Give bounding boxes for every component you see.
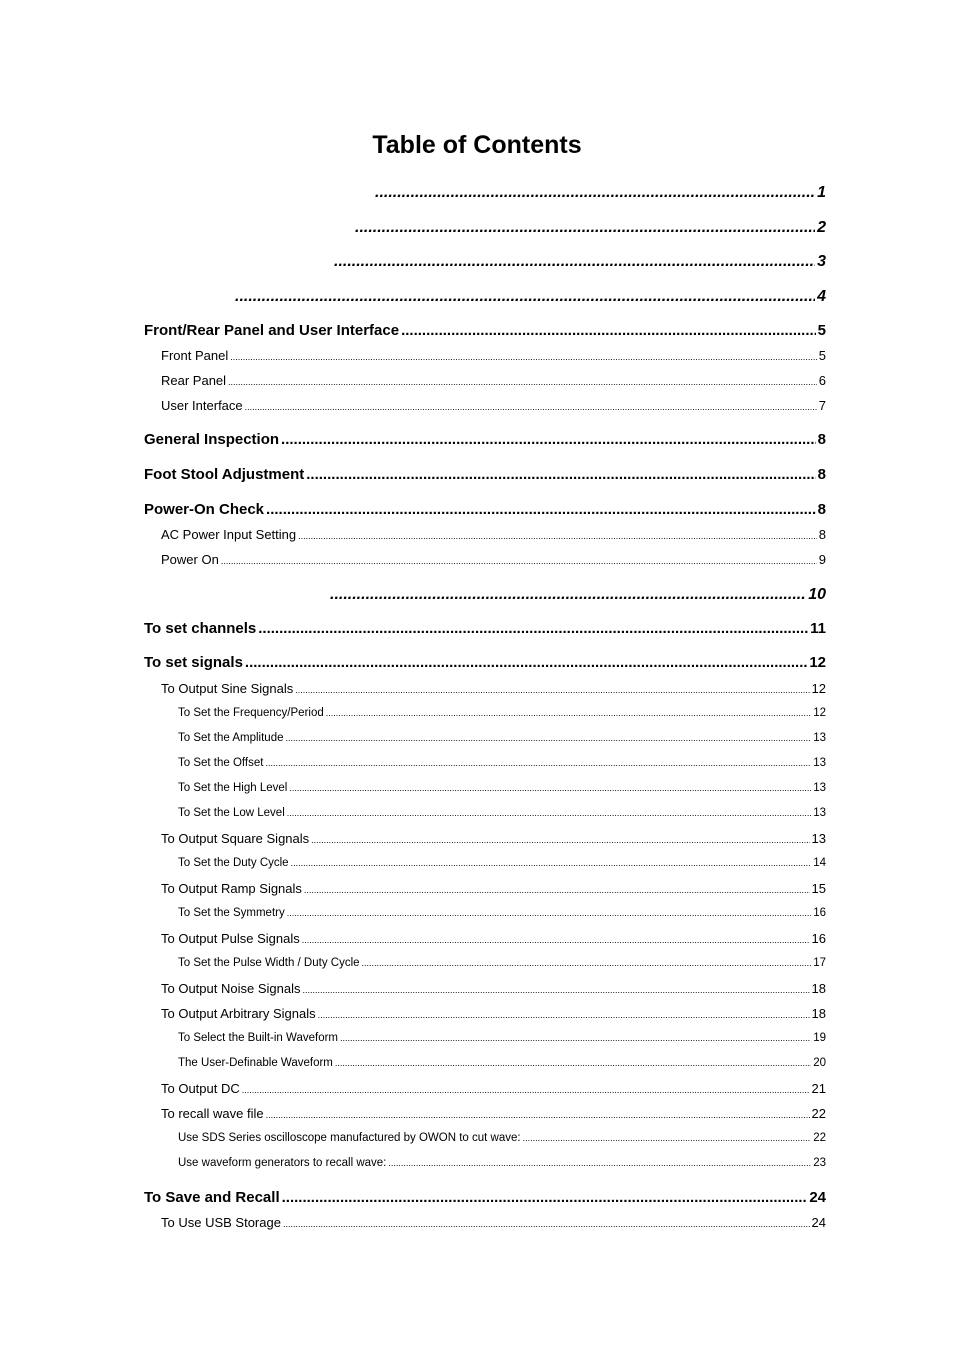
- dot-leader: [228, 372, 817, 392]
- toc-entry-page: 18: [811, 1006, 826, 1021]
- dot-leader: [281, 429, 816, 451]
- toc-entry-page: 14: [813, 857, 826, 869]
- toc-entry-label: To Save and Recall: [144, 1189, 280, 1206]
- dot-leader: [285, 729, 811, 747]
- toc-entry[interactable]: [178, 904, 826, 922]
- toc-entry[interactable]: [178, 704, 826, 722]
- toc-entry-page: 9: [818, 552, 826, 567]
- toc-entry[interactable]: [178, 854, 826, 872]
- dot-leader: [340, 1029, 811, 1047]
- dot-leader: [355, 216, 815, 240]
- toc-entry-page: 12: [811, 681, 826, 696]
- dot-leader: [298, 526, 817, 546]
- dot-leader: [523, 1129, 812, 1147]
- toc-entry-page: 12: [813, 707, 826, 719]
- dot-leader: [230, 347, 817, 367]
- dot-leader: [242, 1080, 810, 1100]
- toc-entry-label: To Output Pulse Signals: [161, 931, 300, 946]
- toc-entry-page: 6: [818, 373, 826, 388]
- dot-leader: [306, 464, 815, 486]
- toc-entry[interactable]: [161, 1104, 826, 1124]
- toc-entry-label: Front Panel: [161, 348, 229, 363]
- dot-leader: [334, 250, 815, 274]
- dot-leader: [291, 854, 812, 872]
- toc-entry-page: 12: [809, 654, 826, 671]
- toc-entry[interactable]: [161, 525, 826, 545]
- toc-entry[interactable]: [178, 1129, 826, 1147]
- dot-leader: [289, 779, 811, 797]
- toc-entry-label: To Set the Amplitude: [178, 732, 284, 744]
- toc-entry[interactable]: [144, 499, 826, 521]
- toc-entry-label: To Output Square Signals: [161, 831, 310, 846]
- dot-leader: [318, 1005, 810, 1025]
- toc-entry-page: 8: [817, 501, 826, 518]
- toc-entry-label: Use waveform generators to recall wave:: [178, 1157, 387, 1169]
- toc-entry-page: 13: [813, 782, 826, 794]
- dot-leader: [282, 1187, 808, 1209]
- toc-entry-label: To recall wave file: [161, 1106, 264, 1121]
- toc-entry-label: Foot Stool Adjustment: [144, 466, 305, 483]
- toc-entry-page: 20: [813, 1057, 826, 1069]
- toc-entry[interactable]: [161, 929, 826, 949]
- toc-entry[interactable]: [178, 1029, 826, 1047]
- dot-leader: [287, 904, 811, 922]
- toc-entry[interactable]: [161, 346, 826, 366]
- toc-entry-label: To Output Arbitrary Signals: [161, 1006, 316, 1021]
- dot-leader: [375, 181, 815, 205]
- toc-entry-label: To Select the Built-in Waveform: [178, 1032, 338, 1044]
- toc-entry-label: To set channels: [144, 620, 257, 637]
- dot-leader: [302, 980, 809, 1000]
- toc-entry-page: 8: [818, 527, 826, 542]
- toc-entry-label: Use SDS Series oscilloscope manufactured by OWON to cut wave:: [178, 1132, 521, 1144]
- toc-entry[interactable]: [161, 979, 826, 999]
- toc-entry-label: To Set the High Level: [178, 782, 288, 794]
- toc-entry-label: To Set the Offset: [178, 757, 264, 769]
- toc-entry-page: 13: [813, 732, 826, 744]
- toc-entry-page: 17: [813, 957, 826, 969]
- toc-entry[interactable]: [233, 285, 826, 309]
- dot-leader: [326, 704, 811, 722]
- toc-entry[interactable]: [144, 320, 826, 342]
- toc-entry[interactable]: [178, 954, 826, 972]
- toc-entry-label: To Output DC: [161, 1081, 240, 1096]
- toc-entry[interactable]: [144, 464, 826, 486]
- toc-entry-page: 18: [811, 981, 826, 996]
- toc-entry-page: 22: [811, 1106, 826, 1121]
- toc-entry[interactable]: [161, 1213, 826, 1233]
- toc-entry[interactable]: [161, 1004, 826, 1024]
- toc-entry-page: 22: [813, 1132, 826, 1144]
- toc-entry[interactable]: [144, 652, 826, 674]
- toc-entry[interactable]: [332, 250, 826, 274]
- toc-entry-page: 4: [817, 288, 826, 305]
- toc-entry-label: To Set the Frequency/Period: [178, 707, 324, 719]
- toc-entry[interactable]: [144, 1187, 826, 1209]
- toc-entry-page: 13: [813, 807, 826, 819]
- toc-entry[interactable]: [373, 181, 826, 205]
- toc-entry[interactable]: [353, 216, 826, 240]
- toc-entry-label: To Output Sine Signals: [161, 681, 294, 696]
- toc-entry-label: Power-On Check: [144, 501, 265, 518]
- dot-leader: [266, 1105, 810, 1125]
- toc-entry-label: To Set the Duty Cycle: [178, 857, 289, 869]
- dot-leader: [235, 285, 815, 309]
- toc-entry[interactable]: [161, 879, 826, 899]
- page-title: Table of Contents: [372, 131, 582, 159]
- toc-entry-page: 16: [813, 907, 826, 919]
- toc-entry-label: AC Power Input Setting: [161, 527, 297, 542]
- dot-leader: [295, 680, 809, 700]
- toc-entry[interactable]: [178, 1154, 826, 1172]
- toc-entry-page: 3: [817, 253, 826, 270]
- toc-entry-page: 15: [811, 881, 826, 896]
- dot-leader: [258, 618, 808, 640]
- toc-entry-page: 13: [813, 757, 826, 769]
- toc-entry-label: To Use USB Storage: [161, 1215, 281, 1230]
- toc-entry-label: The User-Definable Waveform: [178, 1057, 333, 1069]
- toc-entry-label: To Output Ramp Signals: [161, 881, 302, 896]
- toc-entry-page: 21: [811, 1081, 826, 1096]
- toc-entry-label: To Set the Pulse Width / Duty Cycle: [178, 957, 360, 969]
- toc-entry[interactable]: [178, 729, 826, 747]
- toc-entry-label: General Inspection: [144, 431, 280, 448]
- dot-leader: [401, 320, 816, 342]
- toc-entry[interactable]: [178, 779, 826, 797]
- toc-entry-page: 1: [817, 184, 826, 201]
- toc-entry[interactable]: [144, 618, 826, 640]
- toc-entry-label: Rear Panel: [161, 373, 227, 388]
- toc-entry-label: User Interface: [161, 398, 243, 413]
- toc-entry[interactable]: [144, 429, 826, 451]
- dot-leader: [245, 397, 817, 417]
- toc-entry-page: 11: [810, 620, 826, 637]
- toc-entry[interactable]: [161, 371, 826, 391]
- dot-leader: [221, 551, 817, 571]
- toc-entry-page: 2: [817, 219, 826, 236]
- toc-entry-label: To Output Noise Signals: [161, 981, 301, 996]
- toc-entry[interactable]: [161, 829, 826, 849]
- toc-entry[interactable]: [161, 1079, 826, 1099]
- toc-entry-page: 8: [817, 431, 826, 448]
- toc-entry-page: 16: [811, 931, 826, 946]
- toc-entry-page: 5: [817, 322, 826, 339]
- toc-entry-label: Front/Rear Panel and User Interface: [144, 322, 400, 339]
- toc-entry-label: Power On: [161, 552, 219, 567]
- dot-leader: [302, 930, 810, 950]
- dot-leader: [330, 583, 806, 607]
- toc-entry[interactable]: [328, 583, 826, 607]
- dot-leader: [245, 652, 807, 674]
- dot-leader: [335, 1054, 811, 1072]
- toc-entry-page: 10: [808, 586, 826, 603]
- dot-leader: [311, 830, 809, 850]
- toc-entry-page: 19: [813, 1032, 826, 1044]
- toc-entry[interactable]: [161, 679, 826, 699]
- dot-leader: [287, 804, 811, 822]
- dot-leader: [304, 880, 810, 900]
- toc-entry[interactable]: [161, 396, 826, 416]
- toc-entry-label: To Set the Low Level: [178, 807, 285, 819]
- dot-leader: [388, 1154, 811, 1172]
- toc-entry[interactable]: [178, 804, 826, 822]
- toc-entry-page: 24: [809, 1189, 826, 1206]
- toc-entry[interactable]: [161, 550, 826, 570]
- toc-entry[interactable]: [178, 754, 826, 772]
- toc-entry[interactable]: [178, 1054, 826, 1072]
- dot-leader: [283, 1214, 810, 1234]
- dot-leader: [266, 499, 816, 521]
- toc-entry-page: 13: [811, 831, 826, 846]
- toc-entry-page: 7: [818, 398, 826, 413]
- toc-entry-page: 5: [818, 348, 826, 363]
- toc-entry-label: To set signals: [144, 654, 243, 671]
- toc-entry-page: 24: [811, 1215, 826, 1230]
- toc-entry-label: To Set the Symmetry: [178, 907, 285, 919]
- toc-entry-page: 8: [817, 466, 826, 483]
- toc-entry-page: 23: [813, 1157, 826, 1169]
- dot-leader: [362, 954, 812, 972]
- dot-leader: [265, 754, 811, 772]
